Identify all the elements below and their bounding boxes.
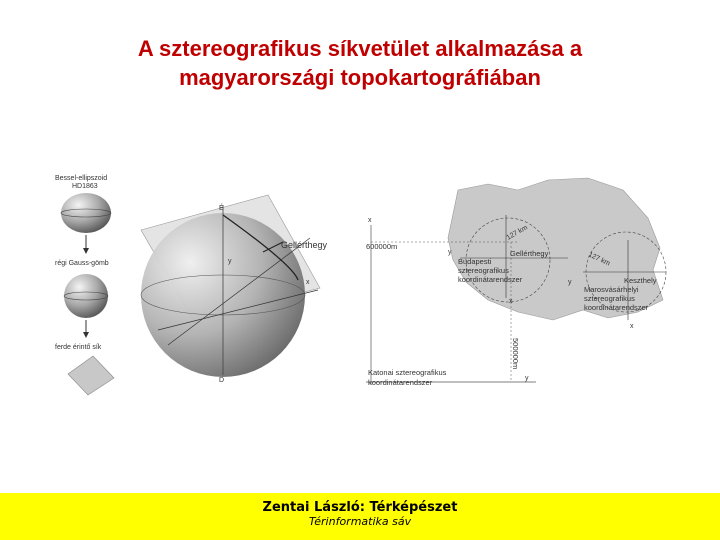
map-label-600000m: 600000m — [366, 242, 398, 251]
hungary-map — [366, 178, 666, 387]
map-label-katonai-1: Katonai sztereografikus — [368, 368, 447, 377]
map-label-500000m: 500000m — [511, 338, 520, 370]
map-label-y-right: y — [568, 279, 572, 286]
label-plane: ferde érintő sík — [55, 344, 102, 351]
slide-title — [60, 34, 660, 92]
gauss-sphere — [64, 274, 108, 318]
label-bessel-2: HD1863 — [72, 183, 98, 190]
footer-author: Zentai László: Térképészet — [262, 500, 458, 515]
label-gauss: régi Gauss-gömb — [55, 260, 109, 267]
map-label-budapesti-2: sztereografikus — [458, 266, 509, 275]
map-label-keszthely: Keszthely — [624, 276, 657, 285]
map-label-127km-a: 127 km — [505, 224, 529, 242]
map-label-maros-2: sztereografikus — [584, 294, 635, 303]
map-label-budapesti-1: Budapesti — [458, 257, 492, 266]
map-label-y-left: y — [448, 249, 452, 256]
map-axis-x-top: x — [368, 217, 372, 224]
tangent-plane — [68, 356, 114, 395]
globe-label-x: x — [306, 279, 310, 286]
globe-label-y: y — [228, 258, 232, 265]
stereographic-projection-figure — [48, 160, 688, 400]
left-panel — [55, 175, 114, 395]
map-label-maros-1: Marosvásárhelyi — [584, 285, 639, 294]
map-label-budapesti-3: koordinátarendszer — [458, 275, 523, 284]
map-label-katonai-2: koordinátarendszer — [368, 378, 433, 387]
globe-label-gellerthegy: Gellérthegy — [281, 240, 328, 250]
globe-diagram — [141, 195, 328, 384]
map-axis-y-bottom: y — [525, 375, 529, 382]
title-line-2: magyarországi topokartográfiában — [179, 65, 541, 90]
title-line-1: A sztereografikus síkvetület alkalmazása a — [137, 36, 583, 61]
label-bessel-1: Bessel-ellipszoid — [55, 175, 108, 182]
footer-subtitle: Térinformatika sáv — [308, 515, 412, 528]
globe-label-e: É — [219, 205, 224, 212]
map-label-127km-b: 127 km — [587, 251, 611, 268]
map-label-x-mid: x — [509, 298, 513, 305]
footer-bar — [0, 493, 720, 540]
globe-label-d: D — [219, 377, 225, 384]
bessel-ellipsoid — [61, 193, 111, 233]
map-label-maros-3: koordinátarendszer — [584, 303, 649, 312]
map-label-x-right: x — [630, 323, 634, 330]
map-label-gellerthegy: Gellérthegy — [510, 249, 549, 258]
